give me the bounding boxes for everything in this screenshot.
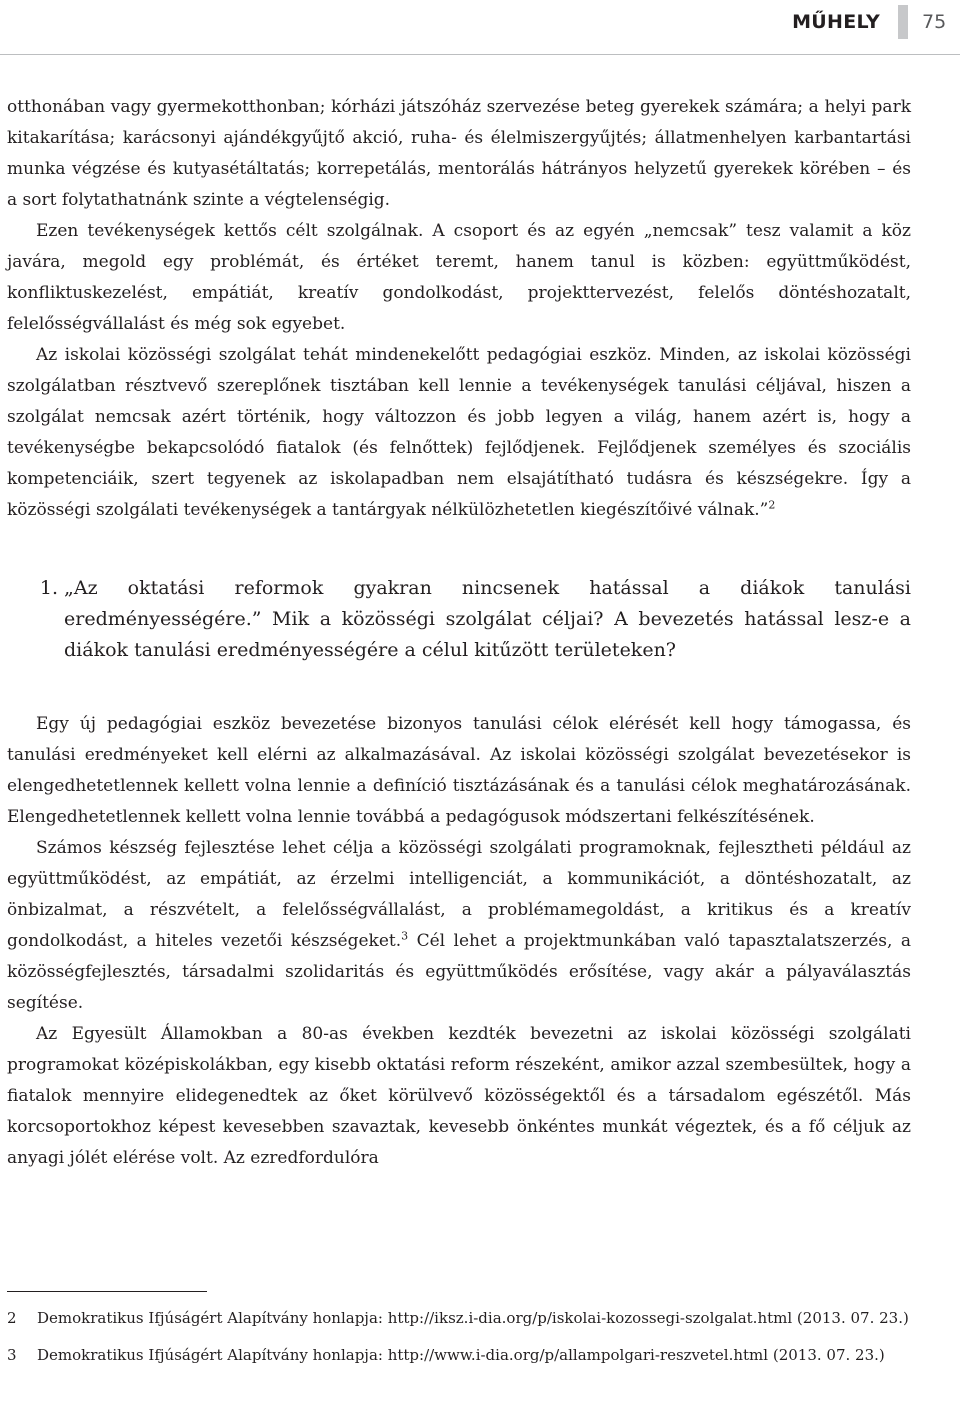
page-number: 75 [922, 11, 947, 33]
question-item [7, 573, 911, 666]
paragraph: Ezen tevékenységek kettős célt szolgálnak. A csoport és az egyén „nemcsak” tesz valamit a köz javára, megold egy problémát, és értéket teremt, hanem tanul is közben: együttműködést, konfliktuskezelést, empátiát, kreatív gondolkodást, projekttervezést, felelős döntéshozatalt, felelősségvállalást és még sok egyebet. [7, 221, 911, 334]
paragraph: otthonában vagy gyermekotthonban; kórházi játszóház szervezése beteg gyerekek számára; a helyi park kitakarítása; karácsonyi ajándékgyűjtő akció, ruha- és élelmiszergyűjtés; állatmenhelyen karbantartási munka végzése és kutyasétáltatás; korrepetálás, mentorálás hátrányos helyzetű gyerekek körében – és a sort folytathatnánk szinte a végtelenségig. [7, 97, 911, 210]
footnote-rule [7, 1291, 207, 1292]
question-text: „Az oktatási reformok gyakran nincsenek hatással a diákok tanulási eredményességére.” Mik a közösségi szolgálat céljai? A bevezetés hatással lesz-e a diákok tanulási eredményességére a célul kitűzött területeken? [64, 577, 911, 661]
text-block-2 [7, 709, 911, 1174]
footnote-text: Demokratikus Ifjúságért Alapítvány honlapja: http://iksz.i-dia.org/p/iskolai-kozossegi-szolgalat.html (2013. 07. 23.) [37, 1309, 909, 1327]
footnote [7, 1343, 911, 1367]
footnotes [7, 1306, 911, 1380]
header-rule [0, 54, 960, 55]
paragraph-text: Cél lehet a projektmunkában való tapasztalatszerzés, a közösségfejlesztés, társadalmi szolidaritás és együttműködés erősítése, vagy akár a pályaválasztás segítése. [7, 931, 912, 1013]
running-header [792, 4, 956, 40]
text-block-1 [7, 92, 911, 526]
paragraph: Az Egyesült Államokban a 80-as években kezdték bevezetni az iskolai közösségi szolgálati programokat középiskolákban, egy kisebb oktatási reform részeként, amikor azzal szembesültek, hogy a fiatalok mennyire elidegenedtek az őket körülvevő közösségektől és a társadalom egészétől. Más korcsoportokhoz képest kevesebben szavaztak, kevesebb önkéntes munkát végeztek, és a fő céljuk az anyagi jólét elérése volt. Az ezredfordulóra [7, 1024, 911, 1168]
question-number: 1. [39, 577, 58, 599]
paragraph-text: Az iskolai közösségi szolgálat tehát mindenekelőtt pedagógiai eszköz. Minden, az iskolai közösségi szolgálatban résztvevő szereplőnek tisztában kell lennie a tevékenységek tanulási céljával, hiszen a szolgálat nemcsak azért történik, hogy változzon és jobb legyen a világ, hanem azért is, hogy a tevékenységbe bekapcsolódó fiatalok (és felnőttek) fejlődjenek. Fejlődjenek személyes és szociális kompetenciáik, szert tegyenek az iskolapadban nem elsajátítható tudásra és készségekre. Így a közösségi szolgálati tevékenységek a tantárgyak nélkülözhetetlen kiegészítőivé válnak.” [7, 345, 911, 520]
paragraph [7, 833, 911, 1019]
paragraph: Egy új pedagógiai eszköz bevezetése bizonyos tanulási célok elérését kell hogy támogassa, és tanulási eredményeket kell elérni az alkalmazásával. Az iskolai közösségi szolgálat bevezetésekor is elengedhetetlennek kellett volna lennie a definíció tisztázásának és a tanulási célok meghatározásának. Elengedhetetlennek kellett volna lennie továbbá a pedagógusok módszertani felkészítésének. [7, 714, 911, 827]
footnote-number: 2 [7, 1309, 17, 1327]
section-label: MŰHELY [792, 11, 880, 33]
footnote-ref: 3 [401, 929, 409, 943]
footnote [7, 1306, 911, 1330]
footnote-ref: 2 [768, 498, 776, 512]
footnote-number: 3 [7, 1346, 17, 1364]
paragraph [7, 340, 911, 526]
footnote-text: Demokratikus Ifjúságért Alapítvány honlapja: http://www.i-dia.org/p/allampolgari-reszvetel.html (2013. 07. 23.) [37, 1346, 885, 1364]
header-divider-bar [898, 5, 908, 39]
paragraph-text: Számos készség fejlesztése lehet célja a közösségi szolgálati programoknak, fejlesztheti például az együttműködést, az empátiát, az érzelmi intelligenciát, a kommunikációt, a döntéshozatalt, az önbizalmat, a részvételt, a felelősségvállalást, a problémamegoldást, a kritikus és a kreatív gondolkodást, a hiteles vezetői készségeket. [7, 838, 911, 951]
main-content [7, 92, 911, 1174]
